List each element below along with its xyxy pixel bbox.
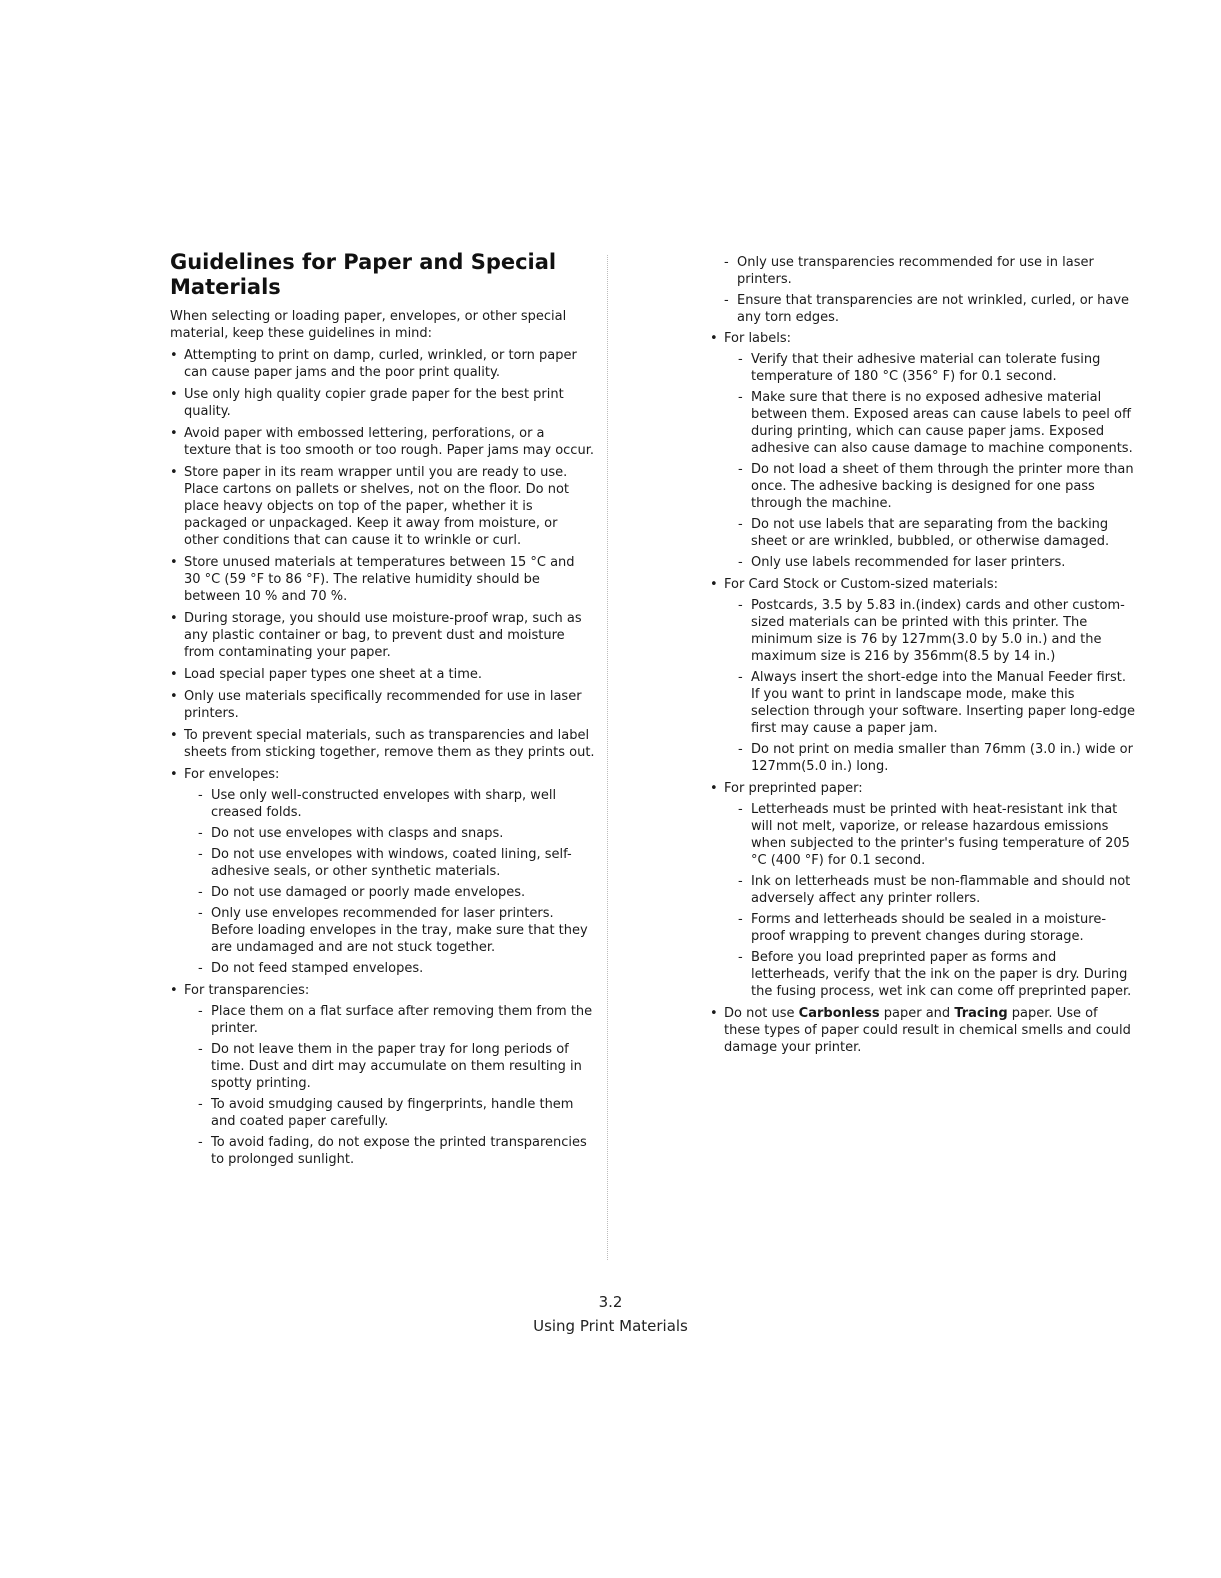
list-item: [170, 766, 595, 977]
page-number: 3.2: [598, 1293, 623, 1311]
text: Do not use: [724, 1006, 799, 1021]
sub-list-item: - Make sure that there is no exposed adhesive material between them. Exposed areas can cause labels to peel off during printing, which can cause paper jams. Exposed adhesive can also cause damage to machine components.: [724, 389, 1135, 457]
sub-list-item: - Verify that their adhesive material can tolerate fusing temperature of 180 °C (356° F) for 0.1 second.: [724, 351, 1135, 385]
list-item: [170, 386, 595, 420]
sub-list-item: - Only use transparencies recommended for use in laser printers.: [710, 254, 1135, 288]
sub-list-item: - Do not use damaged or poorly made envelopes.: [184, 884, 595, 901]
list-item: [170, 554, 595, 605]
sub-list-item: - Place them on a flat surface after removing them from the printer.: [184, 1003, 595, 1037]
list-item-text: Use only high quality copier grade paper for the best print quality.: [184, 387, 564, 419]
list-item-text: Store paper in its ream wrapper until you are ready to use. Place cartons on pallets or shelves, not on the floor. Do not place heavy objects on top of the paper, whether it is packaged or unpackaged. Keep it away from moisture, or other conditions that can cause it to wrinkle or curl.: [184, 465, 570, 548]
sub-list-item: - Ensure that transparencies are not wrinkled, curled, or have any torn edges.: [710, 292, 1135, 326]
sub-list-item: - Ink on letterheads must be non-flammable and should not adversely affect any printer rollers.: [724, 873, 1135, 907]
left-column: [170, 250, 595, 1173]
page-title: Guidelines for Paper and Special Materials: [170, 250, 557, 299]
sub-list-item: - Forms and letterheads should be sealed in a moisture-proof wrapping to prevent changes during storage.: [724, 911, 1135, 945]
list-item: [170, 666, 595, 683]
sub-list-item: - Use only well-constructed envelopes with sharp, well creased folds.: [184, 787, 595, 821]
sub-list-item: - Do not load a sheet of them through the printer more than once. The adhesive backing is designed for one pass through the machine.: [724, 461, 1135, 512]
list-item-text: For preprinted paper:: [724, 781, 863, 796]
sub-list-item: - Before you load preprinted paper as forms and letterheads, verify that the ink on the paper is dry. During the fusing process, wet ink can come off preprinted paper.: [724, 949, 1135, 1000]
list-item-text: For labels:: [724, 331, 792, 346]
list-item: [710, 780, 1135, 1000]
guidelines-list-continued: [710, 330, 1135, 1056]
section-footer: Using Print Materials: [533, 1317, 688, 1335]
sub-list-item: - Only use labels recommended for laser printers.: [724, 554, 1135, 571]
sub-list: [184, 1003, 595, 1168]
list-item: [170, 464, 595, 549]
column-divider: [607, 255, 608, 1260]
sub-list: [184, 787, 595, 977]
list-item-text: Avoid paper with embossed lettering, perforations, or a texture that is too smooth or too rough. Paper jams may occur.: [184, 426, 594, 458]
bold-term-carbonless: Carbonless: [798, 1006, 880, 1021]
list-item: [170, 425, 595, 459]
sub-list-item: - Do not print on media smaller than 76mm (3.0 in.) wide or 127mm(5.0 in.) long.: [724, 741, 1135, 775]
right-column: [710, 254, 1135, 1061]
list-item: [170, 982, 595, 1168]
text: paper. Use of these types of paper could result in chemical smells and could damage your printer.: [724, 1006, 1131, 1055]
text: paper and: [879, 1006, 955, 1021]
sub-list: [724, 801, 1135, 1000]
list-item-text: Only use materials specifically recommended for use in laser printers.: [184, 689, 582, 721]
intro-text: When selecting or loading paper, envelopes, or other special material, keep these guidelines in mind:: [170, 309, 567, 341]
sub-list-item: - Only use envelopes recommended for laser printers. Before loading envelopes in the tray, make sure that they are undamaged and are not stuck together.: [184, 905, 595, 956]
list-item-text: During storage, you should use moisture-proof wrap, such as any plastic container or bag, to prevent dust and moisture from contaminating your paper.: [184, 611, 582, 660]
sub-list-item: - Do not use labels that are separating from the backing sheet or are wrinkled, bubbled, or otherwise damaged.: [724, 516, 1135, 550]
list-item: [710, 330, 1135, 571]
sub-list-item: - Do not use envelopes with clasps and snaps.: [184, 825, 595, 842]
list-item-text: Load special paper types one sheet at a time.: [184, 667, 483, 682]
list-item: [170, 688, 595, 722]
sub-list-item: - Letterheads must be printed with heat-resistant ink that will not melt, vaporize, or release hazardous emissions when subjected to the printer's fusing temperature of 205 °C (400 °F) for 0.1 second.: [724, 801, 1135, 869]
list-item-text: For transparencies:: [184, 983, 310, 998]
sub-list: [724, 351, 1135, 571]
bold-term-tracing: Tracing: [954, 1006, 1008, 1021]
sub-list: [724, 597, 1135, 775]
sub-list-item: - Postcards, 3.5 by 5.83 in.(index) cards and other custom-sized materials can be printed with this printer. The minimum size is 76 by 127mm(3.0 by 5.0 in.) and the maximum size is 216 by 356mm(8.5 by 14 in.): [724, 597, 1135, 665]
list-item-text: For Card Stock or Custom-sized materials:: [724, 577, 999, 592]
sub-list-item: - Do not use envelopes with windows, coated lining, self-adhesive seals, or other synthetic materials.: [184, 846, 595, 880]
list-item: [170, 347, 595, 381]
sub-list-item: - To avoid smudging caused by fingerprints, handle them and coated paper carefully.: [184, 1096, 595, 1130]
sub-list-item: - Do not leave them in the paper tray for long periods of time. Dust and dirt may accumulate on them resulting in spotty printing.: [184, 1041, 595, 1092]
list-item: [170, 610, 595, 661]
list-item: [170, 727, 595, 761]
list-item-text: For envelopes:: [184, 767, 280, 782]
sub-list-item: - Always insert the short-edge into the Manual Feeder first. If you want to print in landscape mode, make this selection through your software. Inserting paper long-edge first may cause a paper jam.: [724, 669, 1135, 737]
list-item-text: Attempting to print on damp, curled, wrinkled, or torn paper can cause paper jams and the poor print quality.: [184, 348, 577, 380]
sub-list-item: - Do not feed stamped envelopes.: [184, 960, 595, 977]
list-item-paper-warning: [710, 1005, 1135, 1056]
list-item-text: To prevent special materials, such as transparencies and label sheets from sticking together, remove them as they prints out.: [184, 728, 595, 760]
guidelines-list: [170, 347, 595, 1168]
list-item-text: Store unused materials at temperatures between 15 °C and 30 °C (59 °F to 86 °F). The relative humidity should be between 10 % and 70 %.: [184, 555, 575, 604]
sub-list-item: - To avoid fading, do not expose the printed transparencies to prolonged sunlight.: [184, 1134, 595, 1168]
transparencies-continued-list: [710, 254, 1135, 326]
list-item: [710, 576, 1135, 775]
